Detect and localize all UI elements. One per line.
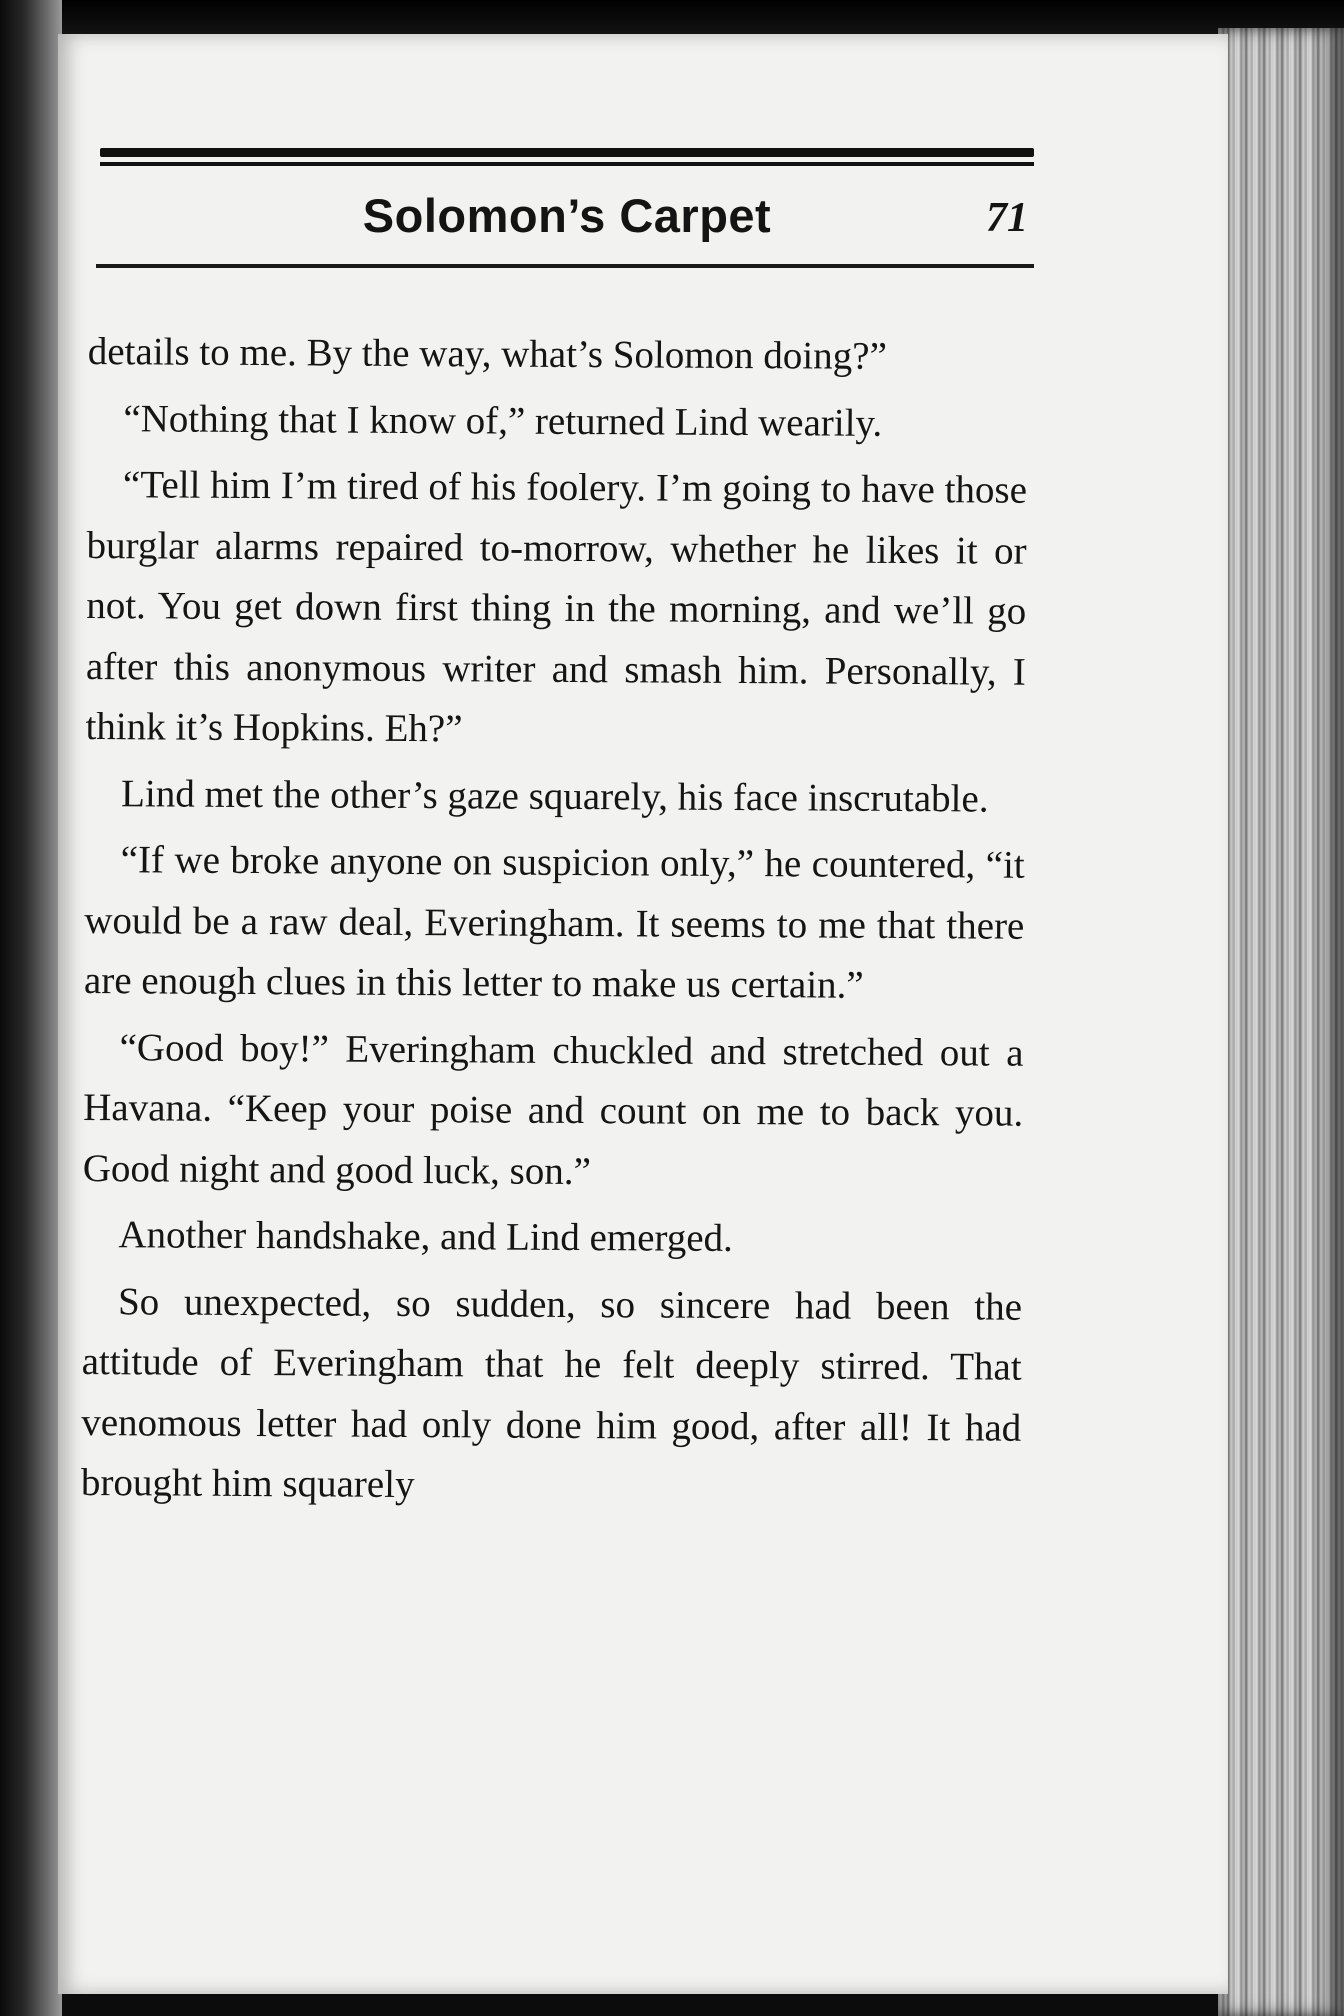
paragraph: Lind met the other’s gaze squarely, his face inscrutable. — [120, 771, 989, 821]
header-rule-bottom — [96, 264, 1034, 268]
running-head-title: Solomon’s Carpet — [362, 189, 772, 242]
header-rule-thick — [100, 148, 1034, 157]
paragraph: “Good boy!” Everingham chuckled and stretched out a Havana. “Keep your poise and count on me to back you. Good night and good luck, son.” — [82, 1025, 1024, 1193]
binding-edge — [0, 0, 62, 2016]
paragraph: “If we broke anyone on suspicion only,” he countered, “it would be a raw deal, Everingham. It seems to me that there are enough clues in this letter to make us certain.” — [83, 838, 1025, 1007]
paragraph: details to me. By the way, what’s Solomon doing?” — [87, 329, 887, 378]
paragraph: Another handshake, and Lind emerged. — [118, 1213, 733, 1260]
paragraph: “Tell him I’m tired of his foolery. I’m going to have those burglar alarms repaired to-morrow, whether he likes it or not. You get down first thing in the morning, and we’ll go after this anonymous writer and smash him. Personally, I think it’s Hopkins. Eh?” — [85, 463, 1028, 751]
top-shadow — [0, 0, 1344, 36]
page-stack-edge — [1218, 28, 1344, 2016]
running-head — [100, 188, 1034, 248]
body-text — [81, 322, 1028, 1525]
header-rule-thin — [100, 162, 1034, 166]
page-number: 71 — [986, 195, 1028, 241]
paragraph: So unexpected, so sudden, so sincere had been the attitude of Everingham that he felt deeply stirred. That venomous letter had only done him good, after all! It had brought him squarely — [80, 1279, 1023, 1507]
paragraph: “Nothing that I know of,” returned Lind wearily. — [123, 396, 883, 445]
